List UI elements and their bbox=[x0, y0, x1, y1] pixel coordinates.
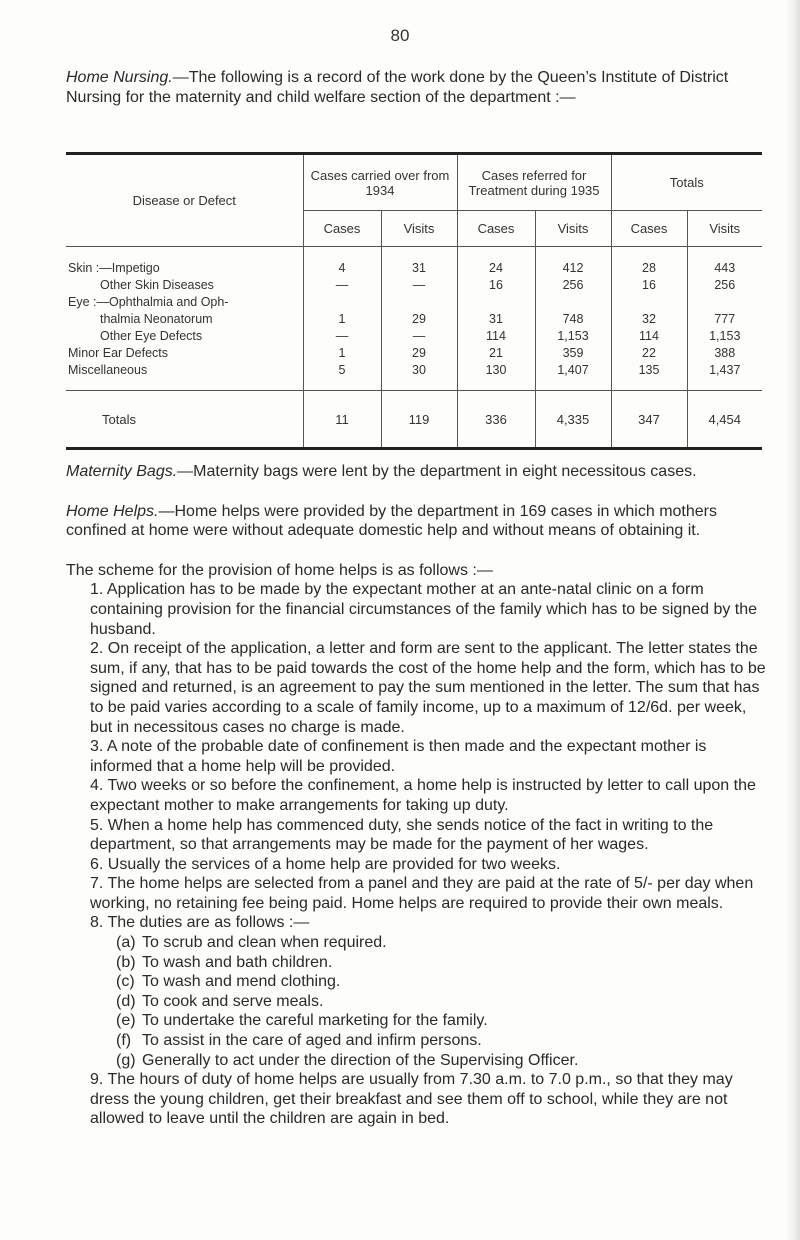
duty-item bbox=[66, 1051, 771, 1071]
scheme-item: 8. The duties are as follows :— bbox=[90, 914, 310, 932]
row-label: thalmia Neonatorum bbox=[100, 311, 213, 326]
subheader-cases: Cases bbox=[457, 211, 535, 247]
table-cell: 1,407 bbox=[535, 361, 611, 391]
duty-text: To wash and mend clothing. bbox=[142, 973, 341, 991]
table-cell: 28 bbox=[611, 247, 687, 277]
table-cell bbox=[457, 293, 535, 310]
duty-text: To wash and bath children. bbox=[142, 953, 333, 971]
duty-key: (c) bbox=[116, 973, 135, 991]
table-cell: 1 bbox=[303, 344, 381, 361]
table-row bbox=[66, 310, 762, 327]
table-cell bbox=[687, 293, 762, 310]
duty-item bbox=[66, 1011, 771, 1031]
table-cell bbox=[381, 293, 457, 310]
scheme-item: 9. The hours of duty of home helps are usually from 7.30 a.m. to 7.0 p.m., so that they may dress the young children, get their breakfast and see them off to school, while they are not allowed to leave until the children are again in bed. bbox=[90, 1071, 733, 1128]
duty-item bbox=[66, 953, 771, 973]
row-label: Minor Ear Defects bbox=[68, 345, 169, 360]
scheme-item: 1. Application has to be made by the expectant mother at an ante-natal clinic on a form containing provision for the financial circumstances of the family which has to be signed by the husband. bbox=[90, 581, 758, 638]
row-label: Miscellaneous bbox=[68, 362, 148, 377]
table-cell: 114 bbox=[457, 327, 535, 344]
page-edge-shadow bbox=[786, 0, 800, 1240]
duty-key: (e) bbox=[116, 1012, 136, 1030]
table-cell: 443 bbox=[687, 247, 762, 277]
table-cell: 24 bbox=[457, 247, 535, 277]
header-disease: Disease or Defect bbox=[132, 193, 236, 208]
duty-item bbox=[66, 972, 771, 992]
table-cell: 21 bbox=[457, 344, 535, 361]
table-row bbox=[66, 276, 762, 293]
table-cell: 388 bbox=[687, 344, 762, 361]
table-cell: 135 bbox=[611, 361, 687, 391]
duty-text: To undertake the careful marketing for the family. bbox=[142, 1012, 488, 1030]
table-cell: 256 bbox=[687, 276, 762, 293]
table-cell: 31 bbox=[457, 310, 535, 327]
table-cell: — bbox=[381, 276, 457, 293]
home-nursing-paragraph bbox=[66, 68, 771, 108]
scheme-item: 4. Two weeks or so before the confinement, a home help is instructed by letter to call upon the expectant mother to make arrangements for taking up duty. bbox=[90, 777, 756, 814]
header-totals: Totals bbox=[611, 154, 762, 211]
table-cell: 22 bbox=[611, 344, 687, 361]
home-helps-text: —Home helps were provided by the department in 169 cases in which mothers confined at home were without adequate domestic help and without means of obtaining it. bbox=[66, 502, 717, 540]
table-cell: 1 bbox=[303, 310, 381, 327]
nursing-cases-table bbox=[66, 152, 762, 450]
table-cell: 16 bbox=[457, 276, 535, 293]
duties-list bbox=[66, 933, 771, 1070]
maternity-bags-heading: Maternity Bags. bbox=[66, 463, 178, 480]
home-nursing-text: —The following is a record of the work done by the Queen’s Institute of District Nursing for the maternity and child welfare section of the department :— bbox=[66, 69, 729, 106]
table-row bbox=[66, 327, 762, 344]
scheme-item: 5. When a home help has commenced duty, she sends notice of the fact in writing to the department, so that arrangements may be made for the payment of her wages. bbox=[90, 816, 714, 854]
table-cell: 359 bbox=[535, 344, 611, 361]
table-cell: 119 bbox=[381, 391, 457, 449]
table-totals-row bbox=[66, 391, 762, 449]
table-cell: 30 bbox=[381, 361, 457, 391]
scheme-list bbox=[66, 580, 771, 933]
duty-key: (d) bbox=[116, 992, 136, 1010]
table-cell: 748 bbox=[535, 310, 611, 327]
duty-key: (a) bbox=[116, 934, 136, 952]
maternity-bags-text: —Maternity bags were lent by the department in eight necessitous cases. bbox=[177, 463, 697, 480]
table-cell: 29 bbox=[381, 344, 457, 361]
header-referred: Cases referred for Treatment during 1935 bbox=[457, 154, 611, 211]
table-cell: 16 bbox=[611, 276, 687, 293]
duty-key: (b) bbox=[116, 953, 136, 971]
scheme-item: 6. Usually the services of a home help are provided for two weeks. bbox=[90, 855, 561, 873]
table-cell: — bbox=[303, 276, 381, 293]
table-cell: 32 bbox=[611, 310, 687, 327]
page-number: 80 bbox=[390, 26, 410, 45]
table-cell: 4 bbox=[303, 247, 381, 277]
table-cell: 4,454 bbox=[687, 391, 762, 449]
table-cell: 5 bbox=[303, 361, 381, 391]
scheme-item: 3. A note of the probable date of confinement is then made and the expectant mother is informed that a home help will be provided. bbox=[90, 738, 707, 775]
table-cell bbox=[303, 293, 381, 310]
scheme-item: 7. The home helps are selected from a panel and they are paid at the rate of 5/- per day when working, no retaining fee being paid. Home helps are required to provide their own meals. bbox=[90, 875, 754, 912]
table-cell: 130 bbox=[457, 361, 535, 391]
table-cell: 347 bbox=[611, 391, 687, 449]
table-row bbox=[66, 344, 762, 361]
row-label: Eye :—Ophthalmia and Oph- bbox=[68, 294, 229, 309]
header-carried-over: Cases carried over from 1934 bbox=[303, 154, 457, 211]
table-row bbox=[66, 361, 762, 391]
duty-key: (f) bbox=[116, 1032, 132, 1050]
table-cell: 1,153 bbox=[535, 327, 611, 344]
table-body bbox=[66, 247, 762, 391]
table-row bbox=[66, 293, 762, 310]
table-cell: 336 bbox=[457, 391, 535, 449]
table-cell: 1,437 bbox=[687, 361, 762, 391]
duty-item bbox=[66, 1031, 771, 1051]
table-cell: 31 bbox=[381, 247, 457, 277]
maternity-bags-paragraph bbox=[66, 462, 771, 482]
table-cell: 412 bbox=[535, 247, 611, 277]
subheader-cases: Cases bbox=[303, 211, 381, 247]
table-cell: 1,153 bbox=[687, 327, 762, 344]
home-nursing-heading: Home Nursing. bbox=[66, 69, 173, 86]
table-header-row bbox=[66, 154, 762, 211]
table-cell: 4,335 bbox=[535, 391, 611, 449]
duty-text: Generally to act under the direction of the Supervising Officer. bbox=[142, 1051, 579, 1069]
subheader-cases: Cases bbox=[611, 211, 687, 247]
table-cell: — bbox=[303, 327, 381, 344]
duty-item bbox=[66, 933, 771, 953]
table-cell: 29 bbox=[381, 310, 457, 327]
table-row bbox=[66, 247, 762, 277]
row-label: Other Skin Diseases bbox=[100, 277, 214, 292]
table-cell bbox=[611, 293, 687, 310]
duty-text: To scrub and clean when required. bbox=[142, 934, 387, 952]
duty-text: To assist in the care of aged and infirm persons. bbox=[142, 1032, 482, 1050]
home-helps-paragraph bbox=[66, 502, 771, 541]
table-cell: 114 bbox=[611, 327, 687, 344]
row-label: Other Eye Defects bbox=[100, 328, 203, 343]
home-helps-heading: Home Helps. bbox=[66, 502, 159, 520]
table-cell: 11 bbox=[303, 391, 381, 449]
table-cell: 777 bbox=[687, 310, 762, 327]
subheader-visits: Visits bbox=[535, 211, 611, 247]
row-label: Skin :—Impetigo bbox=[68, 260, 160, 275]
body-text bbox=[66, 462, 771, 1129]
duty-item bbox=[66, 992, 771, 1012]
table-cell: — bbox=[381, 327, 457, 344]
scheme-intro: The scheme for the provision of home helps is as follows :— bbox=[66, 561, 493, 579]
subheader-visits: Visits bbox=[381, 211, 457, 247]
table-cell bbox=[535, 293, 611, 310]
table-cell: 256 bbox=[535, 276, 611, 293]
subheader-visits: Visits bbox=[687, 211, 762, 247]
scheme-item: 2. On receipt of the application, a letter and form are sent to the applicant. The letter states the sum, if any, that has to be paid towards the cost of the home help and the form, which has to be signed and returned, is an agreement to pay the sum mentioned in the letter. The sum that has to be paid varies according to a scale of family income, up to a maximum of 12/6d. per week, but in necessitous cases no charge is made. bbox=[90, 640, 766, 736]
duty-key: (g) bbox=[116, 1051, 136, 1069]
duty-text: To cook and serve meals. bbox=[142, 992, 324, 1010]
totals-label: Totals bbox=[102, 411, 136, 427]
